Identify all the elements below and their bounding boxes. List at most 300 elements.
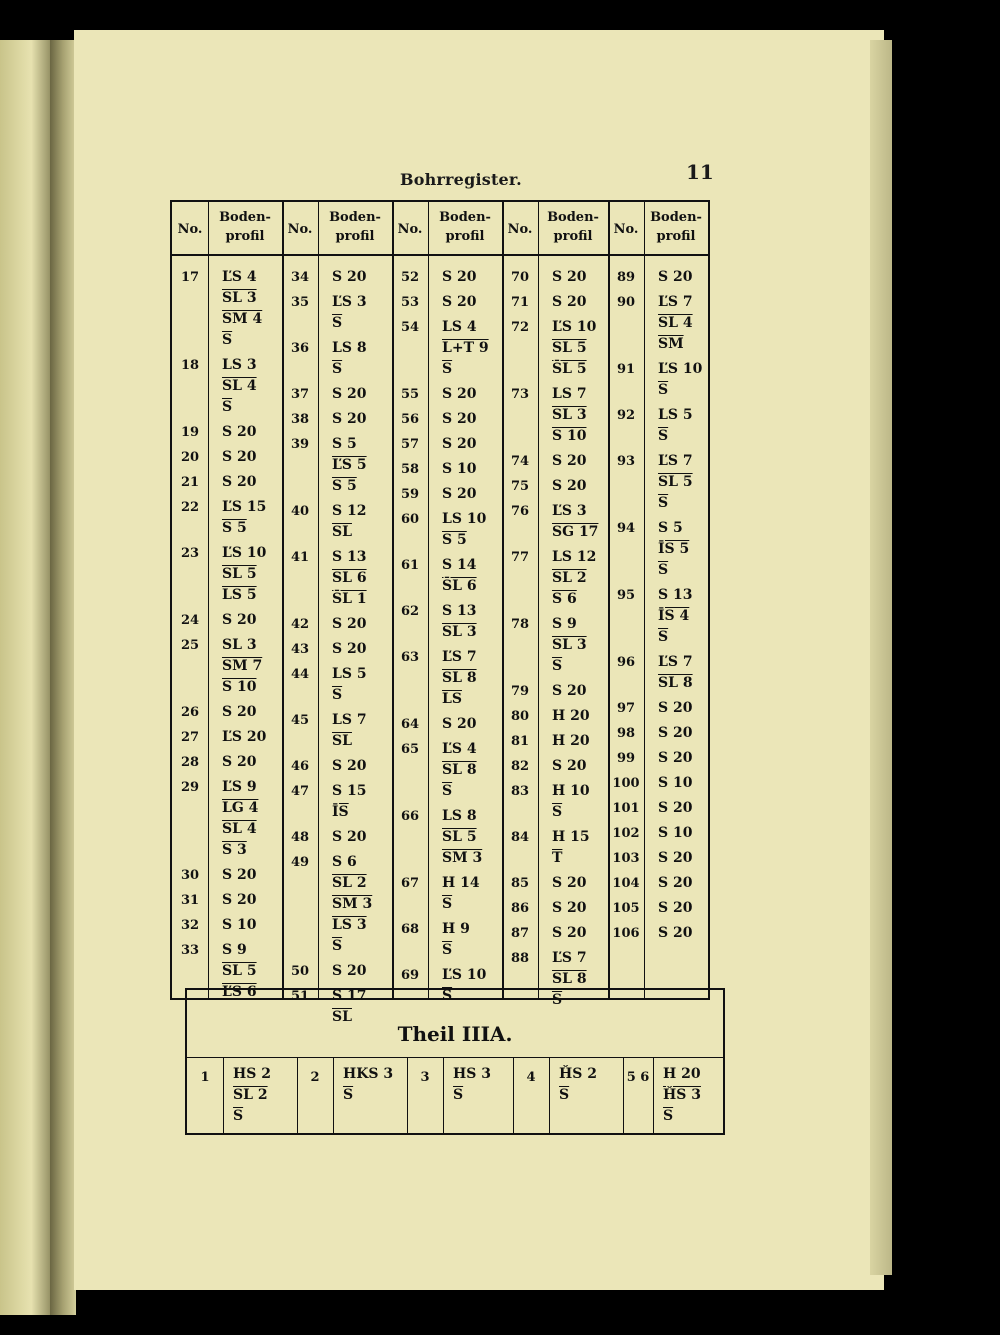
bodenprofil-cell — [552, 873, 586, 894]
profil-layer: LG 4 — [222, 800, 259, 816]
profil-layer: S 20 — [442, 411, 477, 427]
bohrung-number: 87 — [510, 926, 530, 941]
bodenprofil-cell — [552, 781, 590, 823]
profil-layer: S 5 — [332, 436, 357, 452]
bodenprofil-cell — [332, 827, 366, 848]
bohrung-number: 25 — [180, 638, 200, 653]
theil-profil-cell — [233, 1064, 271, 1127]
profil-layer: $\overline{S}$ — [442, 783, 453, 799]
bodenprofil-cell — [442, 317, 489, 380]
profil-layer: SL 8 — [552, 971, 587, 987]
profil-layer: S 14 — [442, 557, 477, 573]
profil-layer: $\overline{SL}$ — [332, 733, 352, 749]
profil-layer: S 5 — [222, 520, 247, 536]
bohrung-number: 91 — [616, 362, 636, 377]
bohrung-number: 22 — [180, 500, 200, 515]
profil-layer: ĪS 4 — [658, 608, 690, 624]
theil-bohrung-number: 5 6 — [626, 1070, 650, 1085]
profil-layer: SL 8 — [442, 670, 477, 686]
profil-layer: SL 5 — [222, 963, 257, 979]
profil-layer: ĽS 7 — [442, 649, 477, 665]
profil-layer: SL 3 — [222, 637, 257, 653]
column-rule — [644, 202, 645, 998]
bohrung-number: 44 — [290, 667, 310, 682]
bohrung-number: 23 — [180, 546, 200, 561]
profil-layer: $\overline{S}$ — [453, 1087, 464, 1103]
theil-rule — [187, 1057, 723, 1058]
profil-layer: SM 3 — [332, 896, 373, 912]
bohrung-number: 56 — [400, 412, 420, 427]
profil-layer: ĽS 4 — [222, 269, 257, 285]
bodenprofil-cell — [332, 292, 367, 334]
profil-layer: $\overline{S}$ — [233, 1108, 244, 1124]
bodenprofil-cell — [658, 873, 692, 894]
bodenprofil-cell — [332, 961, 366, 982]
profil-layer: S 20 — [442, 386, 477, 402]
bohrung-number: 43 — [290, 642, 310, 657]
bohrung-number: 33 — [180, 943, 200, 958]
profil-layer: S 9 — [222, 942, 247, 958]
profil-layer: S 20 — [552, 875, 587, 891]
header-no: No. — [177, 222, 203, 237]
bohrung-number: 70 — [510, 270, 530, 285]
profil-layer: S 20 — [552, 478, 587, 494]
bohrung-number: 63 — [400, 650, 420, 665]
profil-layer: $\overline{S}$ — [658, 428, 669, 444]
profil-layer: $\overline{S}$ — [658, 495, 669, 511]
bohrung-number: 57 — [400, 437, 420, 452]
bodenprofil-cell — [332, 614, 366, 635]
bodenprofil-cell — [658, 848, 692, 869]
profil-layer: S 13 — [442, 603, 477, 619]
column-rule — [318, 202, 319, 998]
theil-iiia-section — [185, 988, 725, 1135]
bodenprofil-cell — [442, 409, 476, 430]
profil-layer: ȞS 3 — [663, 1087, 701, 1103]
profil-layer: SG 17 — [552, 524, 599, 540]
bodenprofil-cell — [658, 723, 692, 744]
bohrung-number: 54 — [400, 320, 420, 335]
profil-layer: S 20 — [552, 294, 587, 310]
bodenprofil-cell — [222, 267, 262, 351]
profil-layer: $\overline{T}$ — [552, 850, 563, 866]
profil-layer: S 5 — [332, 478, 357, 494]
profil-layer: $\overline{SM}$ — [658, 336, 684, 352]
bodenprofil-cell — [658, 292, 693, 355]
profil-layer: LS 7 — [332, 712, 367, 728]
profil-layer: ĽS 10 — [552, 319, 597, 335]
profil-layer: L+T 9 — [442, 340, 489, 356]
profil-layer: H 14 — [442, 875, 480, 891]
profil-layer: S 20 — [332, 829, 367, 845]
profil-layer: S 20 — [332, 616, 367, 632]
bohrung-number: 81 — [510, 734, 530, 749]
bodenprofil-cell — [442, 919, 470, 961]
bodenprofil-cell — [222, 355, 257, 418]
profil-layer: H 9 — [442, 921, 470, 937]
bohrung-number: 52 — [400, 270, 420, 285]
profil-layer: $\overline{S}$ — [222, 332, 233, 348]
profil-layer: S 17 — [332, 988, 367, 1004]
bodenprofil-cell — [442, 292, 476, 313]
profil-layer: ĽS 7 — [658, 654, 693, 670]
bodenprofil-cell — [658, 652, 693, 694]
profil-layer: S 20 — [332, 758, 367, 774]
profil-layer: LS 8 — [332, 340, 367, 356]
profil-layer: H 20 — [663, 1066, 701, 1082]
profil-layer: $\overline{S}$ — [442, 988, 453, 1004]
profil-layer: S 13 — [658, 587, 693, 603]
profil-layer: S 12 — [332, 503, 367, 519]
profil-layer: LS 5 — [332, 666, 367, 682]
profil-layer: S 20 — [222, 754, 257, 770]
bohrung-number: 62 — [400, 604, 420, 619]
profil-layer: LS 7 — [552, 386, 587, 402]
profil-layer: S 6 — [552, 591, 577, 607]
bodenprofil-cell — [658, 359, 702, 401]
bodenprofil-cell — [332, 501, 366, 543]
bohrung-number: 20 — [180, 450, 200, 465]
bohrung-number: 78 — [510, 617, 530, 632]
profil-layer: SL 4 — [658, 315, 693, 331]
theil-column-rule — [443, 1057, 444, 1133]
bohrung-number: 79 — [510, 684, 530, 699]
bodenprofil-cell — [442, 601, 477, 643]
bohrung-number: 103 — [612, 851, 640, 866]
bodenprofil-cell — [222, 777, 258, 861]
bodenprofil-cell — [332, 267, 366, 288]
bodenprofil-cell — [222, 727, 266, 748]
bodenprofil-cell — [442, 739, 477, 802]
bohrung-number: 18 — [180, 358, 200, 373]
bohrung-number: 59 — [400, 487, 420, 502]
bohrung-number: 53 — [400, 295, 420, 310]
bohrung-number: 26 — [180, 705, 200, 720]
bodenprofil-cell — [332, 852, 372, 957]
bohrung-number: 82 — [510, 759, 530, 774]
profil-layer: ĽS 10 — [658, 361, 703, 377]
bohrung-number: 41 — [290, 550, 310, 565]
theil-column-rule — [549, 1057, 550, 1133]
page-number: 11 — [686, 160, 714, 184]
theil-column-rule — [513, 1057, 514, 1133]
bohrung-number: 48 — [290, 830, 310, 845]
header-no: No. — [613, 222, 639, 237]
profil-layer: SL 3 — [552, 407, 587, 423]
profil-layer: S 20 — [222, 449, 257, 465]
profil-layer: H 20 — [552, 708, 590, 724]
bohrung-number: 32 — [180, 918, 200, 933]
profil-layer: $\overline{S}$ — [552, 658, 563, 674]
bohrung-number: 97 — [616, 701, 636, 716]
bohrung-number: 64 — [400, 717, 420, 732]
profil-layer: S 20 — [552, 683, 587, 699]
bodenprofil-cell — [222, 915, 256, 936]
bodenprofil-cell — [222, 610, 256, 631]
bohrung-number: 68 — [400, 922, 420, 937]
profil-layer: SL 5 — [442, 829, 477, 845]
bodenprofil-cell — [658, 698, 692, 719]
bodenprofil-cell — [552, 681, 586, 702]
bohrung-number: 100 — [612, 776, 640, 791]
bodenprofil-cell — [658, 267, 692, 288]
bodenprofil-cell — [332, 710, 367, 752]
bohrung-number: 104 — [612, 876, 640, 891]
theil-bohrung-number: 3 — [420, 1070, 430, 1085]
profil-layer: $\overline{S}$ — [332, 938, 343, 954]
profil-layer: ĽS 3 — [552, 503, 587, 519]
profil-layer: S 20 — [552, 453, 587, 469]
bodenprofil-cell — [658, 798, 692, 819]
bohrung-number: 55 — [400, 387, 420, 402]
bodenprofil-cell — [222, 472, 256, 493]
profil-layer: S 20 — [552, 900, 587, 916]
bodenprofil-cell — [552, 898, 586, 919]
bodenprofil-cell — [222, 422, 256, 443]
profil-layer: LS 3 — [222, 357, 257, 373]
profil-layer: ĽS 3 — [332, 294, 367, 310]
profil-layer: S 20 — [658, 269, 693, 285]
profil-layer: ĽS 7 — [658, 453, 693, 469]
bodenprofil-cell — [442, 873, 480, 915]
profil-layer: S 20 — [442, 486, 477, 502]
bohrung-number: 30 — [180, 868, 200, 883]
profil-layer: S 20 — [658, 800, 693, 816]
theil-profil-cell — [663, 1064, 701, 1127]
bohrung-number: 102 — [612, 826, 640, 841]
bohrung-number: 96 — [616, 655, 636, 670]
bohrung-number: 50 — [290, 964, 310, 979]
bodenprofil-cell — [552, 547, 596, 610]
bodenprofil-cell — [442, 267, 476, 288]
bodenprofil-cell — [658, 405, 693, 447]
profil-layer: $\overline{S}$ — [343, 1087, 354, 1103]
bohrung-number: 29 — [180, 780, 200, 795]
bodenprofil-cell — [442, 647, 477, 710]
bodenprofil-cell — [442, 384, 476, 405]
profil-layer: LS 5 — [658, 407, 693, 423]
theil-profil-cell — [453, 1064, 491, 1106]
profil-layer: SL 8 — [658, 675, 693, 691]
theil-bohrung-number: 2 — [310, 1070, 320, 1085]
profil-layer: $\overline{S}$ — [663, 1108, 674, 1124]
profil-layer: HS 2 — [233, 1066, 271, 1082]
bohrung-number: 76 — [510, 504, 530, 519]
profil-layer: SL 6 — [332, 570, 367, 586]
bohrung-number: 38 — [290, 412, 310, 427]
bohrung-number: 40 — [290, 504, 310, 519]
theil-profil-cell — [559, 1064, 597, 1106]
profil-layer: H 10 — [552, 783, 590, 799]
profil-layer: S 20 — [222, 474, 257, 490]
profil-layer: $\overline{S}$ — [658, 382, 669, 398]
profil-layer: ĽS 7 — [658, 294, 693, 310]
bodenprofil-cell — [552, 267, 586, 288]
profil-layer: SL 8 — [442, 762, 477, 778]
bohrung-number: 35 — [290, 295, 310, 310]
profil-layer: S 20 — [332, 411, 367, 427]
bodenprofil-cell — [222, 890, 256, 911]
bohrung-number: 71 — [510, 295, 530, 310]
bohrung-number: 67 — [400, 876, 420, 891]
profil-layer: ĽS 10 — [222, 545, 267, 561]
profil-layer: LS 5 — [222, 587, 257, 603]
profil-layer: SL 2 — [233, 1087, 268, 1103]
theil-bohrung-number: 1 — [200, 1070, 210, 1085]
bohrung-number: 77 — [510, 550, 530, 565]
bodenprofil-cell — [658, 898, 692, 919]
bodenprofil-cell — [442, 714, 476, 735]
profil-layer: S 10 — [552, 428, 587, 444]
bohrung-number: 17 — [180, 270, 200, 285]
profil-layer: ĪS 5 — [658, 541, 690, 557]
bohrung-number: 49 — [290, 855, 310, 870]
bohrung-number: 45 — [290, 713, 310, 728]
bodenprofil-cell — [222, 447, 256, 468]
bodenprofil-cell — [552, 614, 587, 677]
profil-layer: $\overline{S}$ — [332, 315, 343, 331]
profil-layer: ĽS 6 — [222, 984, 257, 1000]
profil-layer: H 15 — [552, 829, 590, 845]
bodenprofil-cell — [222, 702, 256, 723]
header-bodenprofil: Boden- profil — [219, 210, 271, 244]
header-no: No. — [287, 222, 313, 237]
bohrung-number: 95 — [616, 588, 636, 603]
bodenprofil-cell — [658, 451, 693, 514]
bodenprofil-cell — [332, 384, 366, 405]
profil-layer: ĽS 4 — [442, 741, 477, 757]
column-rule — [428, 202, 429, 998]
profil-layer: S 20 — [222, 892, 257, 908]
profil-layer: S 20 — [222, 867, 257, 883]
bohrung-number: 105 — [612, 901, 640, 916]
profil-layer: S 20 — [658, 750, 693, 766]
bodenprofil-cell — [658, 518, 689, 581]
profil-layer: S 10 — [658, 825, 693, 841]
profil-layer: $\overline{S}$ — [332, 687, 343, 703]
bodenprofil-cell — [552, 827, 590, 869]
header-bodenprofil: Boden- profil — [547, 210, 599, 244]
profil-layer: S 20 — [332, 386, 367, 402]
bodenprofil-cell — [332, 756, 366, 777]
bohrung-number: 24 — [180, 613, 200, 628]
profil-layer: S 20 — [658, 725, 693, 741]
bohrung-number: 73 — [510, 387, 530, 402]
profil-layer: S 20 — [332, 641, 367, 657]
profil-layer: S 5 — [658, 520, 683, 536]
bodenprofil-cell — [442, 806, 482, 869]
bohrung-number: 19 — [180, 425, 200, 440]
profil-layer: S̄L 5 — [552, 361, 587, 377]
bodenprofil-cell — [222, 865, 256, 886]
bohrung-number: 94 — [616, 521, 636, 536]
bohrung-number: 88 — [510, 951, 530, 966]
profil-layer: LS 4 — [442, 319, 477, 335]
bohrung-number: 72 — [510, 320, 530, 335]
profil-layer: $\overline{S}$ — [442, 896, 453, 912]
bodenprofil-cell — [552, 384, 587, 447]
header-no: No. — [507, 222, 533, 237]
profil-layer: $\overline{S}$ — [552, 992, 563, 1008]
profil-layer: $\overline{ĪS}$ — [332, 804, 349, 820]
profil-layer: S 20 — [658, 875, 693, 891]
bodenprofil-cell — [658, 923, 692, 944]
profil-layer: HS 3 — [453, 1066, 491, 1082]
bodenprofil-cell — [222, 543, 266, 606]
profil-layer: S 20 — [658, 700, 693, 716]
bohrung-number: 39 — [290, 437, 310, 452]
bodenprofil-cell — [332, 664, 367, 706]
bohrung-number: 86 — [510, 901, 530, 916]
profil-layer: S̄L 1 — [332, 591, 367, 607]
profil-layer: ĽS 15 — [222, 499, 267, 515]
profil-layer: S 13 — [332, 549, 367, 565]
bohrung-number: 51 — [290, 989, 310, 1004]
bohrung-number: 65 — [400, 742, 420, 757]
profil-layer: S 5 — [442, 532, 467, 548]
profil-layer: S 20 — [442, 269, 477, 285]
bodenprofil-cell — [552, 317, 596, 380]
bohrung-number: 69 — [400, 968, 420, 983]
book-gutter — [50, 40, 76, 1315]
bohrung-number: 98 — [616, 726, 636, 741]
profil-layer: SM 7 — [222, 658, 263, 674]
theil-column-rule — [653, 1057, 654, 1133]
column-rule — [282, 202, 284, 998]
bodenprofil-cell — [332, 547, 367, 610]
profil-layer: S 6 — [332, 854, 357, 870]
profil-layer: S̄L 6 — [442, 578, 477, 594]
profil-layer: S 20 — [222, 704, 257, 720]
bohrung-number: 93 — [616, 454, 636, 469]
profil-layer: S 20 — [552, 925, 587, 941]
bohrung-number: 106 — [612, 926, 640, 941]
column-rule — [538, 202, 539, 998]
bohrung-number: 85 — [510, 876, 530, 891]
header-bodenprofil: Boden- profil — [650, 210, 702, 244]
bodenprofil-cell — [552, 501, 598, 543]
bodenprofil-cell — [442, 434, 476, 455]
theil-title: Theil IIIA. — [397, 1022, 513, 1046]
bohrung-number: 61 — [400, 558, 420, 573]
bodenprofil-cell — [442, 509, 486, 551]
bohrung-number: 60 — [400, 512, 420, 527]
profil-layer: S 20 — [658, 925, 693, 941]
profil-layer: $\overline{S}$ — [332, 361, 343, 377]
profil-layer: S 20 — [552, 269, 587, 285]
bodenprofil-cell — [658, 748, 692, 769]
bodenprofil-cell — [552, 923, 586, 944]
theil-column-rule — [223, 1057, 224, 1133]
profil-layer: S 10 — [658, 775, 693, 791]
theil-column-rule — [297, 1057, 298, 1133]
profil-layer: $\overline{SL}$ — [332, 524, 352, 540]
bohrung-number: 28 — [180, 755, 200, 770]
bodenprofil-cell — [332, 639, 366, 660]
profil-layer: S 20 — [332, 269, 367, 285]
profil-layer: S 10 — [442, 461, 477, 477]
bohrung-number: 89 — [616, 270, 636, 285]
bodenprofil-cell — [442, 484, 476, 505]
profil-layer: S 10 — [222, 917, 257, 933]
bohrung-number: 37 — [290, 387, 310, 402]
bohrregister-table — [170, 200, 710, 1025]
profil-layer: H 20 — [552, 733, 590, 749]
bohrung-number: 27 — [180, 730, 200, 745]
bodenprofil-cell — [222, 635, 262, 698]
profil-layer: SL 5 — [222, 566, 257, 582]
bohrung-number: 74 — [510, 454, 530, 469]
